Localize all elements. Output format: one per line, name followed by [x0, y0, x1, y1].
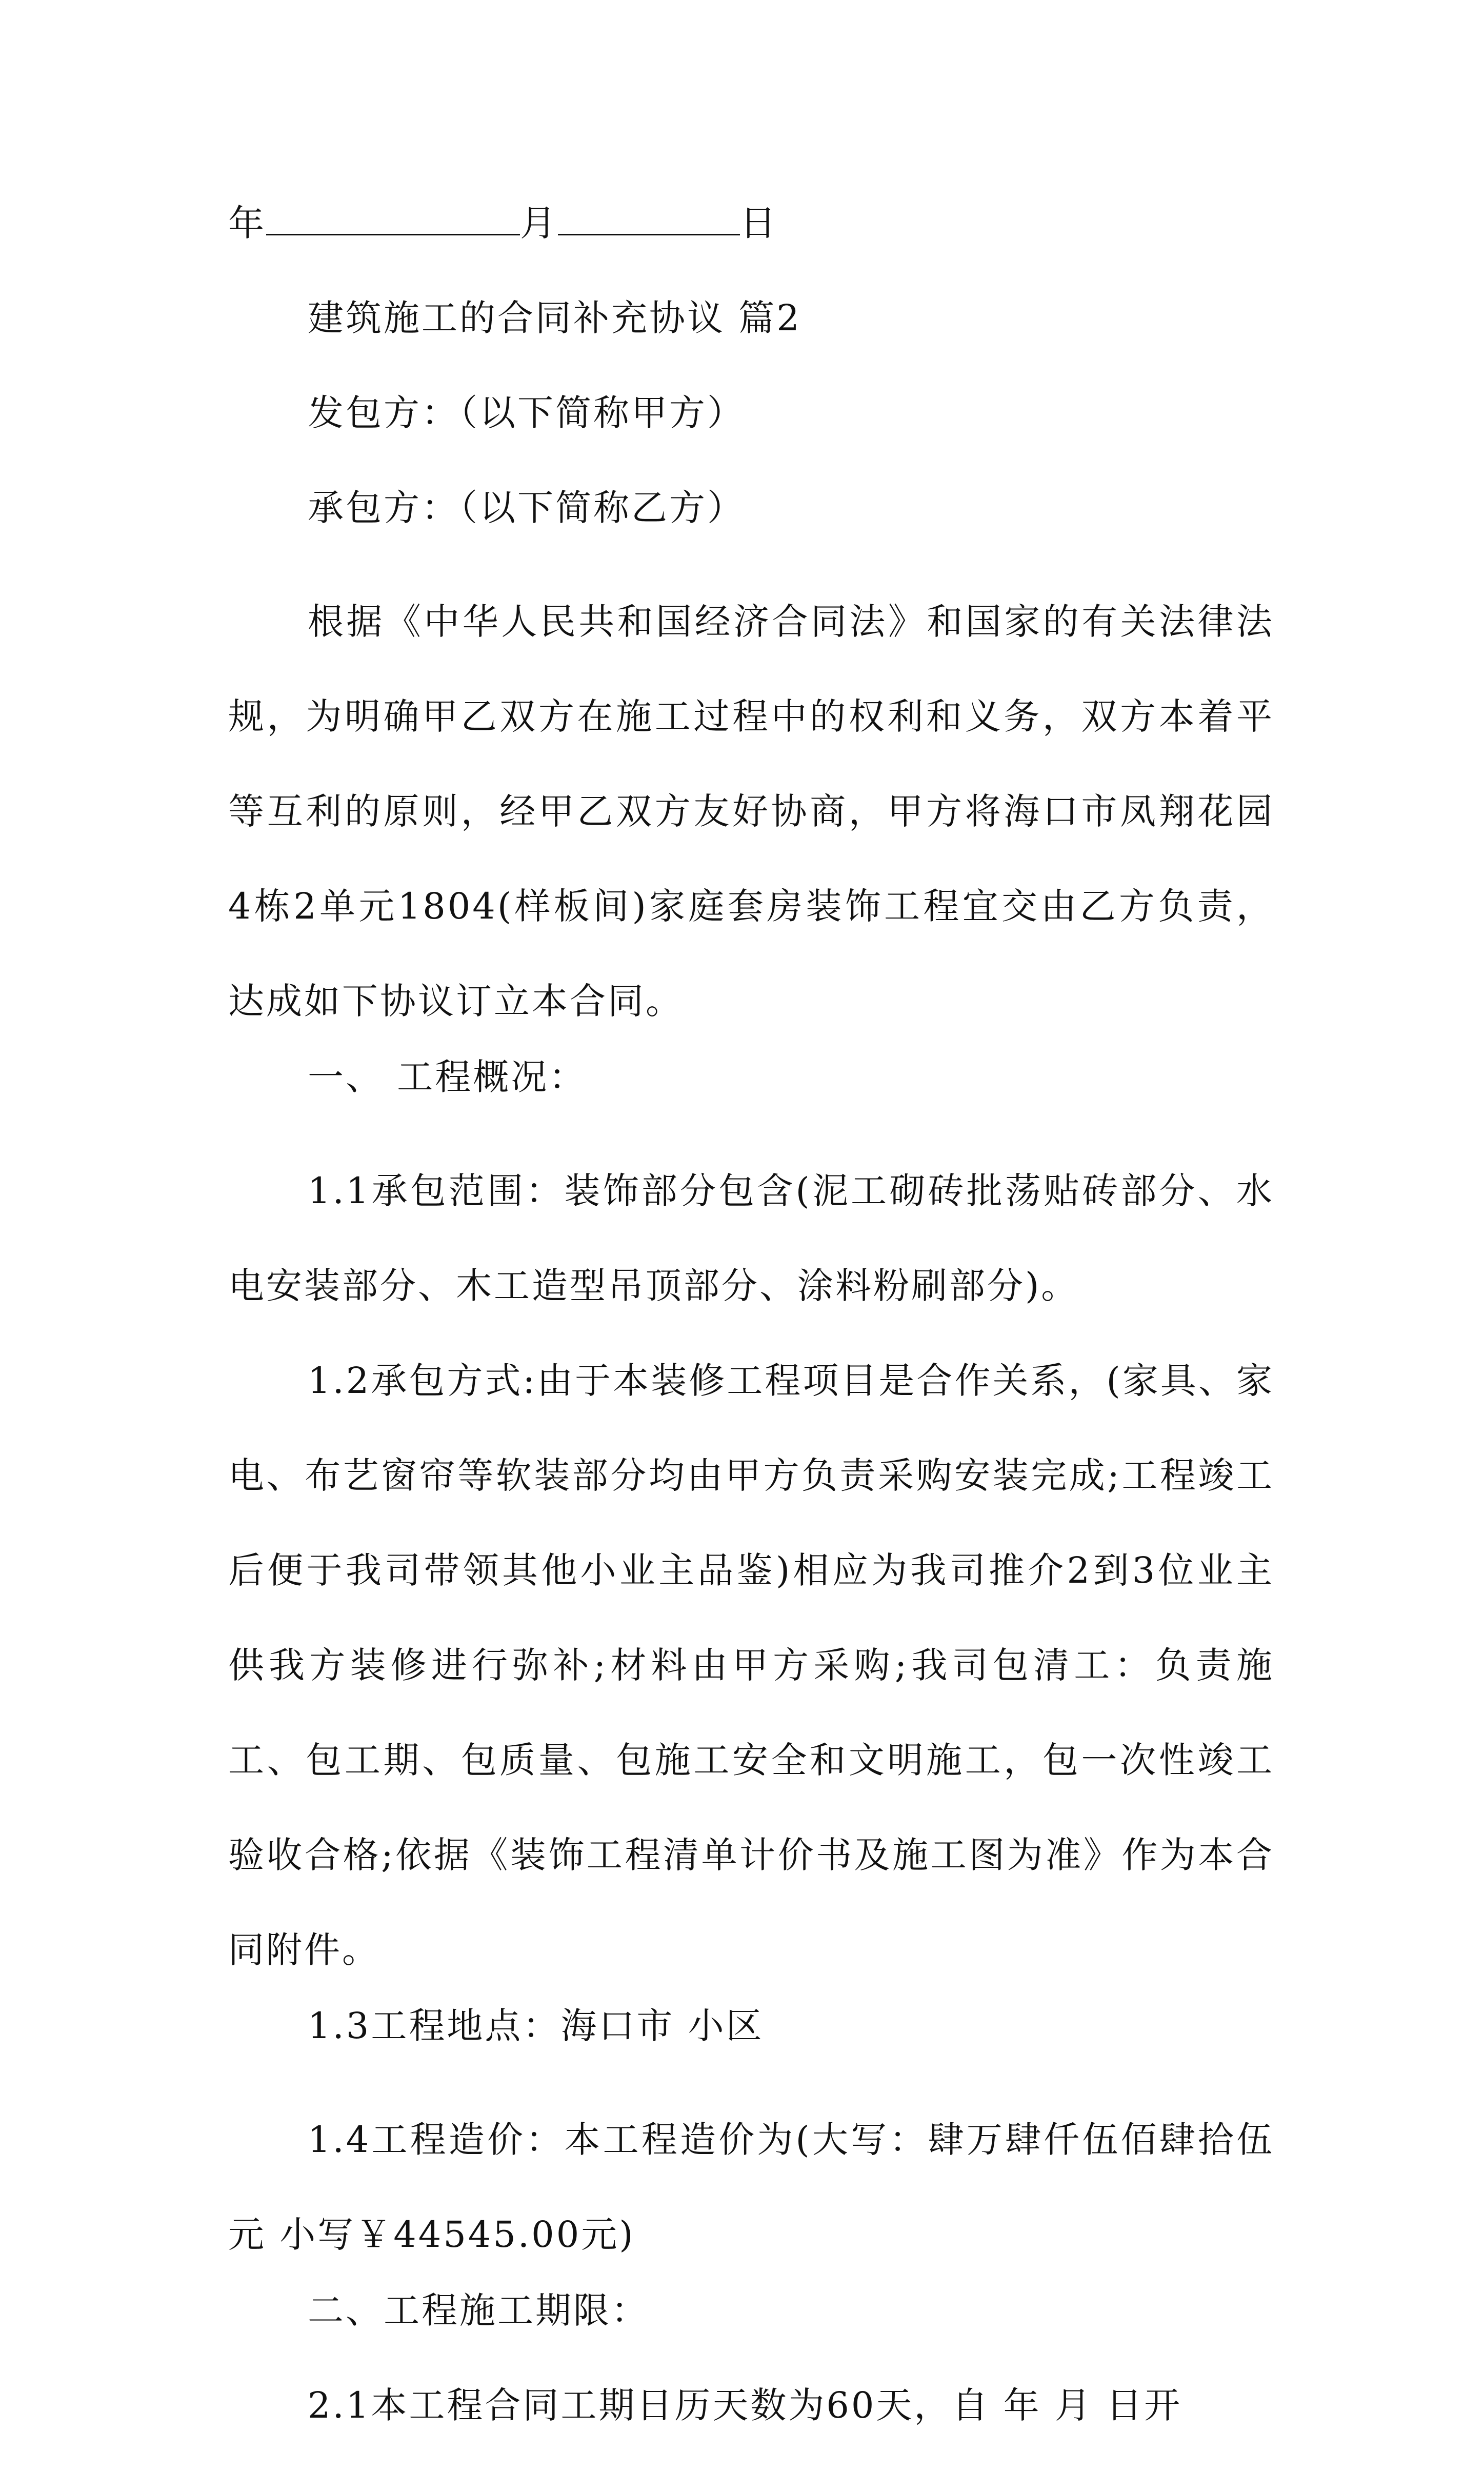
- clause-2-1: 2.1本工程合同工期日历天数为60天，自 年 月 日开: [308, 2384, 1182, 2426]
- employer-party: 发包方：（以下简称甲方）: [308, 392, 745, 434]
- day-label: 日: [740, 202, 778, 244]
- clause-1-3: 1.3工程地点：海口市 小区: [308, 2005, 764, 2047]
- clause-1-4: 1.4工程造价：本工程造价为(大写：肆万肆仟伍佰肆拾伍元 小写￥44545.00元): [228, 2119, 1274, 2256]
- month-blank: [558, 198, 740, 235]
- clause-1-2: 1.2承包方式:由于本装修工程项目是合作关系，(家具、家电、布艺窗帘等软装部分均由甲方负责采购安装完成;工程竣工后便于我司带领其他小业主品鉴)相应为我司推介2到3位业主供我方装修进行弥补;材料由甲方采购;我司包清工：负责施工、包工期、包质量、包施工安全和文明施工，包一次性竣工验收合格;依据《装饰工程清单计价书及施工图为准》作为本合同附件。: [228, 1360, 1274, 1971]
- date-line: [228, 195, 1274, 290]
- clause-1-1: 1.1承包范围：装饰部分包含(泥工砌砖批荡贴砖部分、水电安装部分、木工造型吊顶部分、涂料粉刷部分)。: [228, 1170, 1274, 1307]
- contractor-party: 承包方：（以下简称乙方）: [308, 487, 745, 529]
- document-body: [228, 195, 1274, 2472]
- month-label: 月: [520, 202, 558, 244]
- intro-paragraph: 根据《中华人民共和国经济合同法》和国家的有关法律法规，为明确甲乙双方在施工过程中的权利和义务，双方本着平等互利的原则，经甲乙双方友好协商，甲方将海口市凤翔花园4栋2单元1804(样板间)家庭套房装饰工程宜交由乙方负责，达成如下协议订立本合同。: [228, 601, 1274, 1022]
- year-label: 年: [228, 202, 266, 244]
- document-heading: 建筑施工的合同补充协议 篇2: [308, 297, 801, 339]
- year-blank: [266, 198, 520, 235]
- section-2-title: 二、工程施工期限：: [308, 2289, 649, 2331]
- section-1-title: 一、 工程概况：: [308, 1056, 587, 1098]
